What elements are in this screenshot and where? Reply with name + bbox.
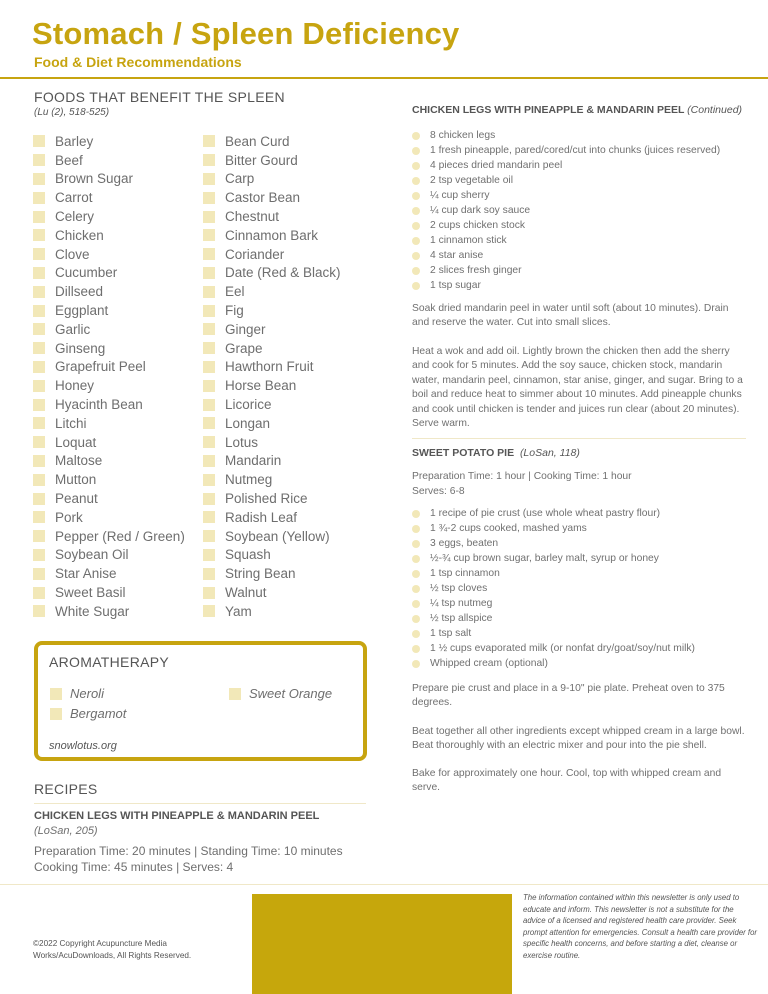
aroma-item: Neroli (50, 686, 104, 701)
round-bullet-icon (412, 570, 420, 578)
ingredient-item: 1 ½ cups evaporated milk (or nonfat dry/goat/soy/nut milk) (412, 641, 695, 656)
food-item: Yam (203, 602, 341, 621)
square-bullet-icon (203, 267, 215, 279)
food-item: Litchi (33, 414, 185, 433)
square-bullet-icon (229, 688, 241, 700)
square-bullet-icon (33, 417, 45, 429)
food-item: Lotus (203, 433, 341, 452)
food-item: Bean Curd (203, 132, 341, 151)
square-bullet-icon (33, 436, 45, 448)
square-bullet-icon (33, 549, 45, 561)
round-bullet-icon (412, 630, 420, 638)
round-bullet-icon (412, 585, 420, 593)
header-divider (0, 77, 768, 79)
food-item: Grape (203, 339, 341, 358)
foods-column-1 (33, 132, 185, 621)
food-item: Star Anise (33, 564, 185, 583)
food-item: Licorice (203, 395, 341, 414)
ingredient-item: 1 tsp sugar (412, 278, 720, 293)
recipes-divider (34, 803, 366, 804)
square-bullet-icon (33, 267, 45, 279)
food-item: Carp (203, 170, 341, 189)
square-bullet-icon (203, 248, 215, 260)
square-bullet-icon (203, 305, 215, 317)
food-item: Horse Bean (203, 376, 341, 395)
aromatherapy-box (34, 641, 367, 761)
square-bullet-icon (33, 399, 45, 411)
ingredient-item: 2 slices fresh ginger (412, 263, 720, 278)
food-item: Sweet Basil (33, 583, 185, 602)
food-item: Walnut (203, 583, 341, 602)
round-bullet-icon (412, 237, 420, 245)
square-bullet-icon (33, 154, 45, 166)
round-bullet-icon (412, 540, 420, 548)
round-bullet-icon (412, 555, 420, 563)
disclaimer-text: The information contained within this newsletter is only used to educate and inform. This newsletter is not a substitute for the advice of a licensed and registered health care provider. Seek prompt attention for emergencies. Consult a health care provider for specific health concerns, and before starting a diet, cleanse or exercise routine. (523, 893, 758, 960)
ingredient-item: 3 eggs, beaten (412, 536, 695, 551)
square-bullet-icon (203, 211, 215, 223)
ingredient-item: ½ tsp allspice (412, 611, 695, 626)
food-item: String Bean (203, 564, 341, 583)
square-bullet-icon (203, 342, 215, 354)
food-item: Longan (203, 414, 341, 433)
food-item: Beef (33, 151, 185, 170)
round-bullet-icon (412, 600, 420, 608)
food-item: Chestnut (203, 207, 341, 226)
food-item: Soybean Oil (33, 546, 185, 565)
food-item: Eggplant (33, 301, 185, 320)
recipe2-ingredients (412, 506, 695, 671)
round-bullet-icon (412, 162, 420, 170)
food-item: Polished Rice (203, 489, 341, 508)
food-item: Hyacinth Bean (33, 395, 185, 414)
food-item: Dillseed (33, 282, 185, 301)
ingredient-item: 1 cinnamon stick (412, 233, 720, 248)
square-bullet-icon (203, 361, 215, 373)
foods-citation: (Lu (2), 518-525) (34, 107, 110, 118)
square-bullet-icon (33, 605, 45, 617)
food-item: Ginger (203, 320, 341, 339)
ingredient-item: Whipped cream (optional) (412, 656, 695, 671)
food-item: Cinnamon Bark (203, 226, 341, 245)
square-bullet-icon (33, 229, 45, 241)
food-item: Squash (203, 546, 341, 565)
website-label: snowlotus.org (49, 740, 117, 752)
food-item: Clove (33, 245, 185, 264)
food-item: Castor Bean (203, 188, 341, 207)
food-item: Mutton (33, 470, 185, 489)
food-item: Date (Red & Black) (203, 264, 341, 283)
food-item: White Sugar (33, 602, 185, 621)
round-bullet-icon (412, 660, 420, 668)
round-bullet-icon (412, 192, 420, 200)
ingredient-item: ½ tsp cloves (412, 581, 695, 596)
food-item: Cucumber (33, 264, 185, 283)
food-item: Chicken (33, 226, 185, 245)
square-bullet-icon (33, 361, 45, 373)
aromatherapy-title: AROMATHERAPY (49, 654, 170, 670)
square-bullet-icon (33, 511, 45, 523)
square-bullet-icon (203, 229, 215, 241)
round-bullet-icon (412, 222, 420, 230)
square-bullet-icon (203, 417, 215, 429)
food-item: Peanut (33, 489, 185, 508)
round-bullet-icon (412, 525, 420, 533)
round-bullet-icon (412, 267, 420, 275)
recipe2-title: SWEET POTATO PIE (LoSan, 118) (412, 447, 580, 459)
food-item: Celery (33, 207, 185, 226)
recipe-title: CHICKEN LEGS WITH PINEAPPLE & MANDARIN PEEL (34, 810, 320, 822)
square-bullet-icon (203, 192, 215, 204)
ingredient-item: 1 fresh pineapple, pared/cored/cut into chunks (juices reserved) (412, 143, 720, 158)
square-bullet-icon (203, 493, 215, 505)
square-bullet-icon (203, 511, 215, 523)
square-bullet-icon (33, 568, 45, 580)
foods-column-2 (203, 132, 341, 621)
ingredient-item: 1 tsp cinnamon (412, 566, 695, 581)
square-bullet-icon (203, 455, 215, 467)
food-item: Honey (33, 376, 185, 395)
square-bullet-icon (33, 493, 45, 505)
food-item: Garlic (33, 320, 185, 339)
round-bullet-icon (412, 177, 420, 185)
square-bullet-icon (203, 286, 215, 298)
square-bullet-icon (203, 568, 215, 580)
food-item: Barley (33, 132, 185, 151)
square-bullet-icon (33, 530, 45, 542)
round-bullet-icon (412, 147, 420, 155)
food-item: Fig (203, 301, 341, 320)
footer-color-block (252, 894, 512, 994)
ingredient-item: 2 tsp vegetable oil (412, 173, 720, 188)
square-bullet-icon (33, 474, 45, 486)
food-item: Nutmeg (203, 470, 341, 489)
recipe1-ingredients (412, 128, 720, 293)
page-title: Stomach / Spleen Deficiency (32, 16, 460, 51)
food-item: Pepper (Red / Green) (33, 527, 185, 546)
food-item: Eel (203, 282, 341, 301)
square-bullet-icon (33, 342, 45, 354)
round-bullet-icon (412, 510, 420, 518)
square-bullet-icon (203, 399, 215, 411)
recipe2-times: Preparation Time: 1 hour | Cooking Time: 1 hour (412, 471, 632, 482)
ingredient-item: 1 recipe of pie crust (use whole wheat pastry flour) (412, 506, 695, 521)
square-bullet-icon (50, 708, 62, 720)
square-bullet-icon (203, 380, 215, 392)
square-bullet-icon (203, 549, 215, 561)
recipe-continued-title: CHICKEN LEGS WITH PINEAPPLE & MANDARIN PEEL (Continued) (412, 104, 743, 116)
square-bullet-icon (203, 530, 215, 542)
round-bullet-icon (412, 645, 420, 653)
foods-section-title: FOODS THAT BENEFIT THE SPLEEN (34, 89, 285, 105)
square-bullet-icon (203, 436, 215, 448)
food-item: Grapefruit Peel (33, 358, 185, 377)
ingredient-item: 2 cups chicken stock (412, 218, 720, 233)
aroma-item: Sweet Orange (229, 686, 332, 701)
food-item: Loquat (33, 433, 185, 452)
square-bullet-icon (33, 587, 45, 599)
food-item: Radish Leaf (203, 508, 341, 527)
ingredient-item: 1 tsp salt (412, 626, 695, 641)
square-bullet-icon (33, 323, 45, 335)
square-bullet-icon (33, 248, 45, 260)
food-item: Bitter Gourd (203, 151, 341, 170)
recipe2-serves: Serves: 6-8 (412, 486, 465, 497)
square-bullet-icon (33, 135, 45, 147)
recipe-times: Preparation Time: 20 minutes | Standing Time: 10 minutes (34, 844, 343, 858)
ingredient-item: ¼ cup sherry (412, 188, 720, 203)
food-item: Mandarin (203, 452, 341, 471)
square-bullet-icon (203, 135, 215, 147)
recipe-divider (412, 438, 746, 439)
recipe2-step-3: Bake for approximately one hour. Cool, top with whipped cream and serve. (412, 768, 722, 794)
food-item: Hawthorn Fruit (203, 358, 341, 377)
square-bullet-icon (203, 605, 215, 617)
ingredient-item: 4 star anise (412, 248, 720, 263)
ingredient-item: ¼ cup dark soy sauce (412, 203, 720, 218)
aroma-item: Bergamot (50, 706, 126, 721)
food-item: Soybean (Yellow) (203, 527, 341, 546)
ingredient-item: 1 ¾-2 cups cooked, mashed yams (412, 521, 695, 536)
ingredient-item: 4 pieces dried mandarin peel (412, 158, 720, 173)
square-bullet-icon (203, 474, 215, 486)
square-bullet-icon (33, 173, 45, 185)
recipes-section-title: RECIPES (34, 781, 98, 797)
square-bullet-icon (203, 173, 215, 185)
page-subtitle: Food & Diet Recommendations (34, 54, 242, 70)
square-bullet-icon (33, 192, 45, 204)
ingredient-item: 8 chicken legs (412, 128, 720, 143)
round-bullet-icon (412, 252, 420, 260)
recipe2-step-2: Beat together all other ingredients except whipped cream in a large bowl. Beat thoroughly with an electric mixer and pour into the pie shell. (412, 726, 745, 752)
food-item: Maltose (33, 452, 185, 471)
square-bullet-icon (33, 380, 45, 392)
recipe-serves: Cooking Time: 45 minutes | Serves: 4 (34, 860, 234, 874)
recipe1-step-2: Heat a wok and add oil. Lightly brown the chicken then add the sherry and cook for 5 minutes. Add the soy sauce, chicken stock, mandarin water, mandarin peel, cinnamon, star anise, ginger, and sugar. Bring to a boil and reduce heat to simmer about 10 minutes. Add pineapple chunks and cook until chicken is tender and juices run clear (about 20 minutes). Serve warm. (412, 346, 743, 430)
food-item: Brown Sugar (33, 170, 185, 189)
square-bullet-icon (33, 455, 45, 467)
round-bullet-icon (412, 207, 420, 215)
round-bullet-icon (412, 615, 420, 623)
footer-divider (0, 884, 768, 885)
recipe2-step-1: Prepare pie crust and place in a 9-10" pie plate. Preheat oven to 375 degrees. (412, 683, 725, 709)
round-bullet-icon (412, 132, 420, 140)
square-bullet-icon (203, 154, 215, 166)
square-bullet-icon (203, 587, 215, 599)
food-item: Pork (33, 508, 185, 527)
ingredient-item: ½-¾ cup brown sugar, barley malt, syrup or honey (412, 551, 695, 566)
square-bullet-icon (33, 305, 45, 317)
round-bullet-icon (412, 282, 420, 290)
copyright-notice: ©2022 Copyright Acupuncture Media Works/AcuDownloads, All Rights Reserved. (33, 939, 192, 960)
square-bullet-icon (33, 211, 45, 223)
recipe1-step-1: Soak dried mandarin peel in water until soft (about 10 minutes). Drain and reserve the water. Cut into small slices. (412, 303, 729, 329)
recipe-citation: (LoSan, 205) (34, 825, 98, 837)
food-item: Carrot (33, 188, 185, 207)
square-bullet-icon (33, 286, 45, 298)
food-item: Ginseng (33, 339, 185, 358)
square-bullet-icon (50, 688, 62, 700)
square-bullet-icon (203, 323, 215, 335)
ingredient-item: ¼ tsp nutmeg (412, 596, 695, 611)
food-item: Coriander (203, 245, 341, 264)
